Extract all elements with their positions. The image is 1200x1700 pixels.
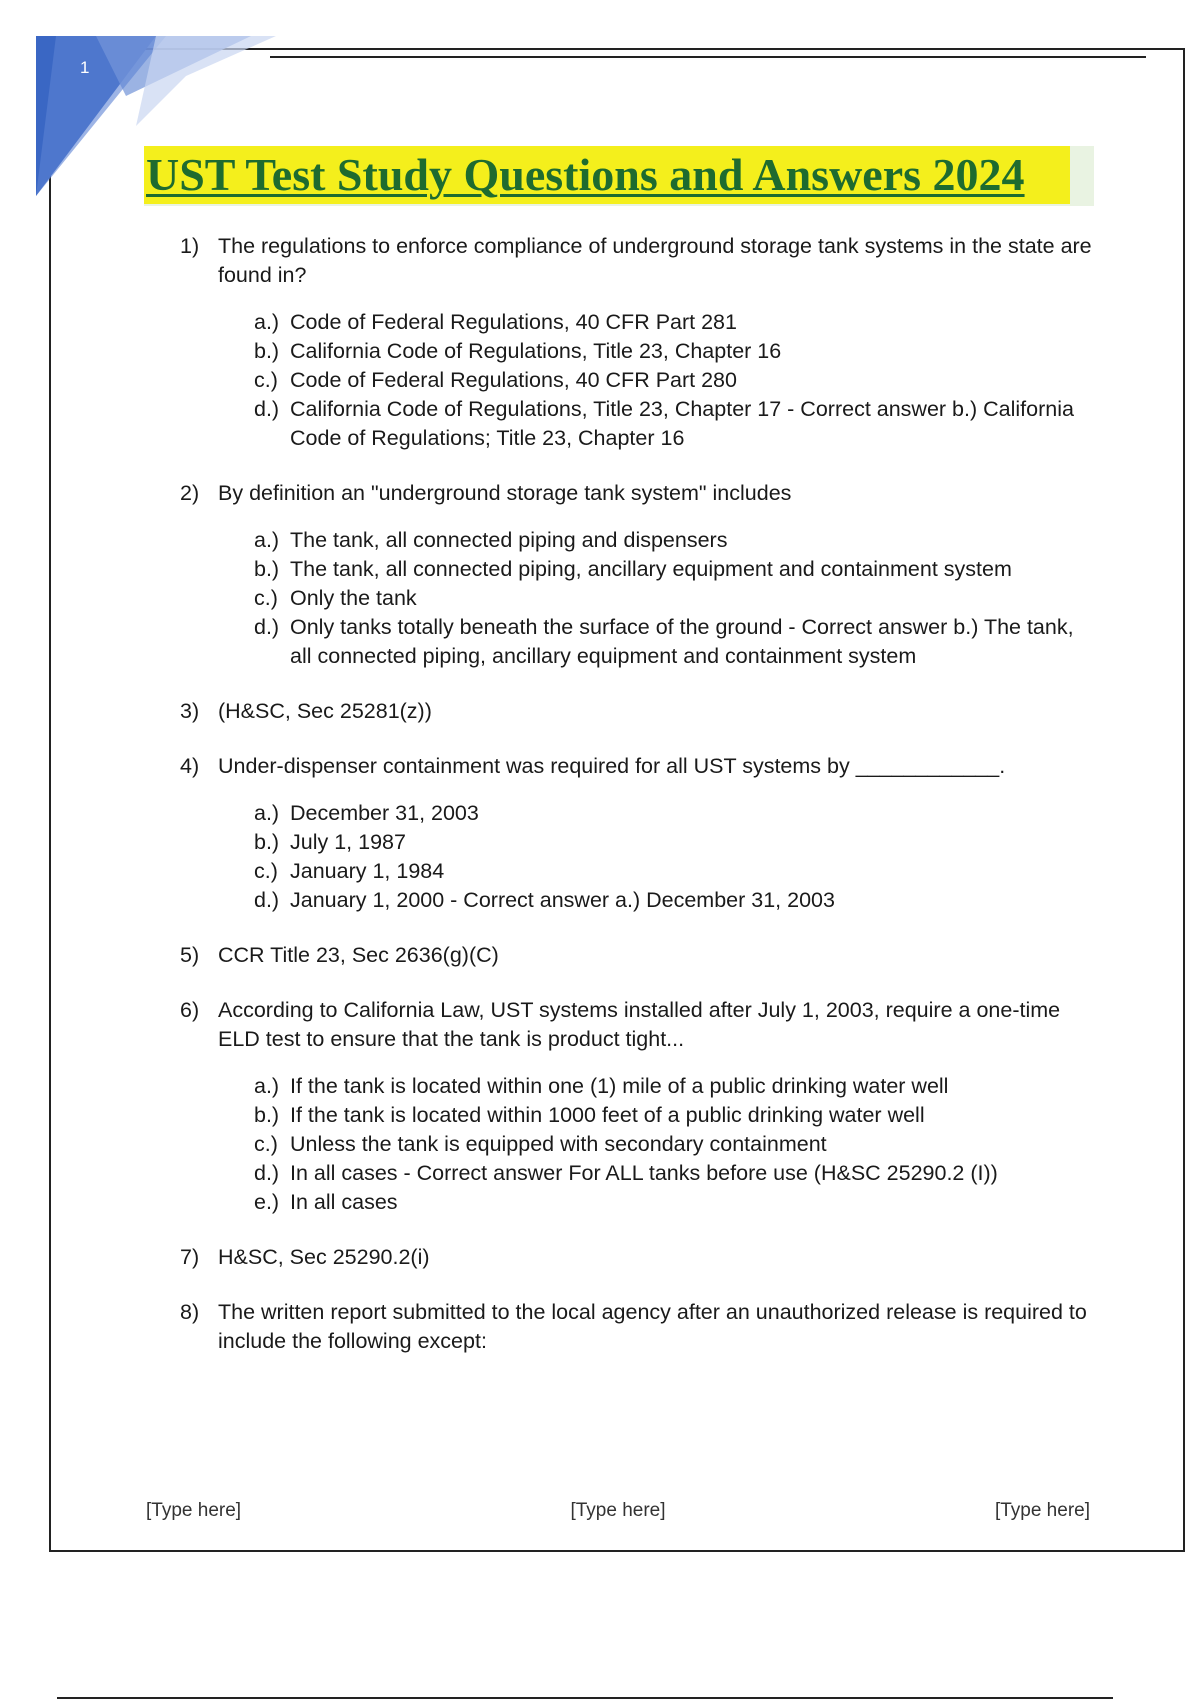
answer-option [254,799,1100,828]
question-number: 1) [180,234,200,258]
option-letter: d.) [254,888,280,912]
option-letter: a.) [254,1074,280,1098]
answer-option [254,1130,1100,1159]
question-number: 6) [180,998,200,1022]
question-text: CCR Title 23, Sec 2636(g)(C) [218,943,499,967]
answer-option [254,366,1100,395]
option-text: July 1, 1987 [290,830,406,854]
question-item [180,232,1100,453]
bottom-rule [57,1697,1113,1699]
option-text: If the tank is located within one (1) mile of a public drinking water well [290,1074,949,1098]
question-text: The written report submitted to the local agency after an unauthorized release is required to include the following except: [218,1300,1087,1353]
option-letter: c.) [254,368,278,392]
question-body [218,1298,1100,1356]
answer-option [254,1159,1100,1188]
option-text: Code of Federal Regulations, 40 CFR Part 281 [290,310,737,334]
option-letter: a.) [254,528,280,552]
option-letter: a.) [254,801,280,825]
question-text: H&SC, Sec 25290.2(i) [218,1245,430,1269]
question-number: 4) [180,754,200,778]
answer-option [254,337,1100,366]
option-text: In all cases [290,1190,398,1214]
question-text: According to California Law, UST systems installed after July 1, 2003, require a one-time ELD test to ensure that the tank is product tight... [218,998,1061,1051]
question-body [218,941,1100,970]
option-letter: b.) [254,557,280,581]
option-letter: e.) [254,1190,280,1214]
option-text: January 1, 2000 - Correct answer a.) December 31, 2003 [290,888,835,912]
question-body [218,996,1100,1217]
question-text: (H&SC, Sec 25281(z)) [218,699,432,723]
option-text: California Code of Regulations, Title 23, Chapter 17 - Correct answer b.) California Code of Regulations; Title 23, Chapter 16 [290,397,1074,450]
question-body [218,232,1100,453]
question-item [180,941,1100,970]
corner-triangle-pale [136,36,276,126]
option-letter: d.) [254,397,280,421]
option-letter: c.) [254,1132,278,1156]
option-letter: a.) [254,310,280,334]
option-letter: d.) [254,615,280,639]
question-body [218,752,1100,915]
option-letter: b.) [254,830,280,854]
question-item [180,1298,1100,1356]
answer-option [254,1188,1100,1217]
option-text: January 1, 1984 [290,859,445,883]
answer-option [254,308,1100,337]
question-number: 5) [180,943,200,967]
answer-options [254,1072,1100,1217]
question-body [218,1243,1100,1272]
option-text: In all cases - Correct answer For ALL tanks before use (H&SC 25290.2 (I)) [290,1161,998,1185]
answer-options [254,308,1100,453]
footer-left: [Type here] [146,1500,242,1521]
question-item [180,1243,1100,1272]
answer-option [254,828,1100,857]
answer-option [254,395,1100,453]
answer-option [254,1072,1100,1101]
question-item [180,752,1100,915]
footer-center: [Type here] [570,1500,666,1521]
option-letter: c.) [254,586,278,610]
document-title: UST Test Study Questions and Answers 2024 [144,146,1070,204]
answer-option [254,886,1100,915]
option-text: Only the tank [290,586,417,610]
question-number: 2) [180,481,200,505]
question-text: Under-dispenser containment was required for all UST systems by ____________. [218,754,1006,778]
question-item [180,479,1100,671]
option-text: Code of Federal Regulations, 40 CFR Part 280 [290,368,737,392]
question-item [180,996,1100,1217]
footer [146,1500,1090,1522]
question-number: 3) [180,699,200,723]
answer-option [254,584,1100,613]
question-body [218,479,1100,671]
answer-option [254,1101,1100,1130]
option-letter: b.) [254,1103,280,1127]
question-body [218,697,1100,726]
option-text: Only tanks totally beneath the surface of the ground - Correct answer b.) The tank, all connected piping, ancillary equipment and containment system [290,615,1074,668]
question-list [180,232,1100,1382]
answer-option [254,857,1100,886]
option-text: The tank, all connected piping, ancillary equipment and containment system [290,557,1012,581]
title-background [144,146,1094,206]
question-text: By definition an "underground storage tank system" includes [218,481,792,505]
page-number: 1 [80,58,90,77]
option-text: The tank, all connected piping and dispensers [290,528,728,552]
answer-option [254,613,1100,671]
footer-right: [Type here] [994,1500,1090,1521]
answer-options [254,799,1100,915]
answer-option [254,526,1100,555]
option-text: California Code of Regulations, Title 23, Chapter 16 [290,339,782,363]
option-text: December 31, 2003 [290,801,479,825]
question-number: 8) [180,1300,200,1324]
question-number: 7) [180,1245,200,1269]
question-text: The regulations to enforce compliance of underground storage tank systems in the state are found in? [218,234,1092,287]
header-rule [270,56,1146,58]
answer-options [254,526,1100,671]
option-text: Unless the tank is equipped with secondary containment [290,1132,827,1156]
question-item [180,697,1100,726]
option-letter: c.) [254,859,278,883]
option-letter: d.) [254,1161,280,1185]
option-text: If the tank is located within 1000 feet of a public drinking water well [290,1103,925,1127]
option-letter: b.) [254,339,280,363]
answer-option [254,555,1100,584]
